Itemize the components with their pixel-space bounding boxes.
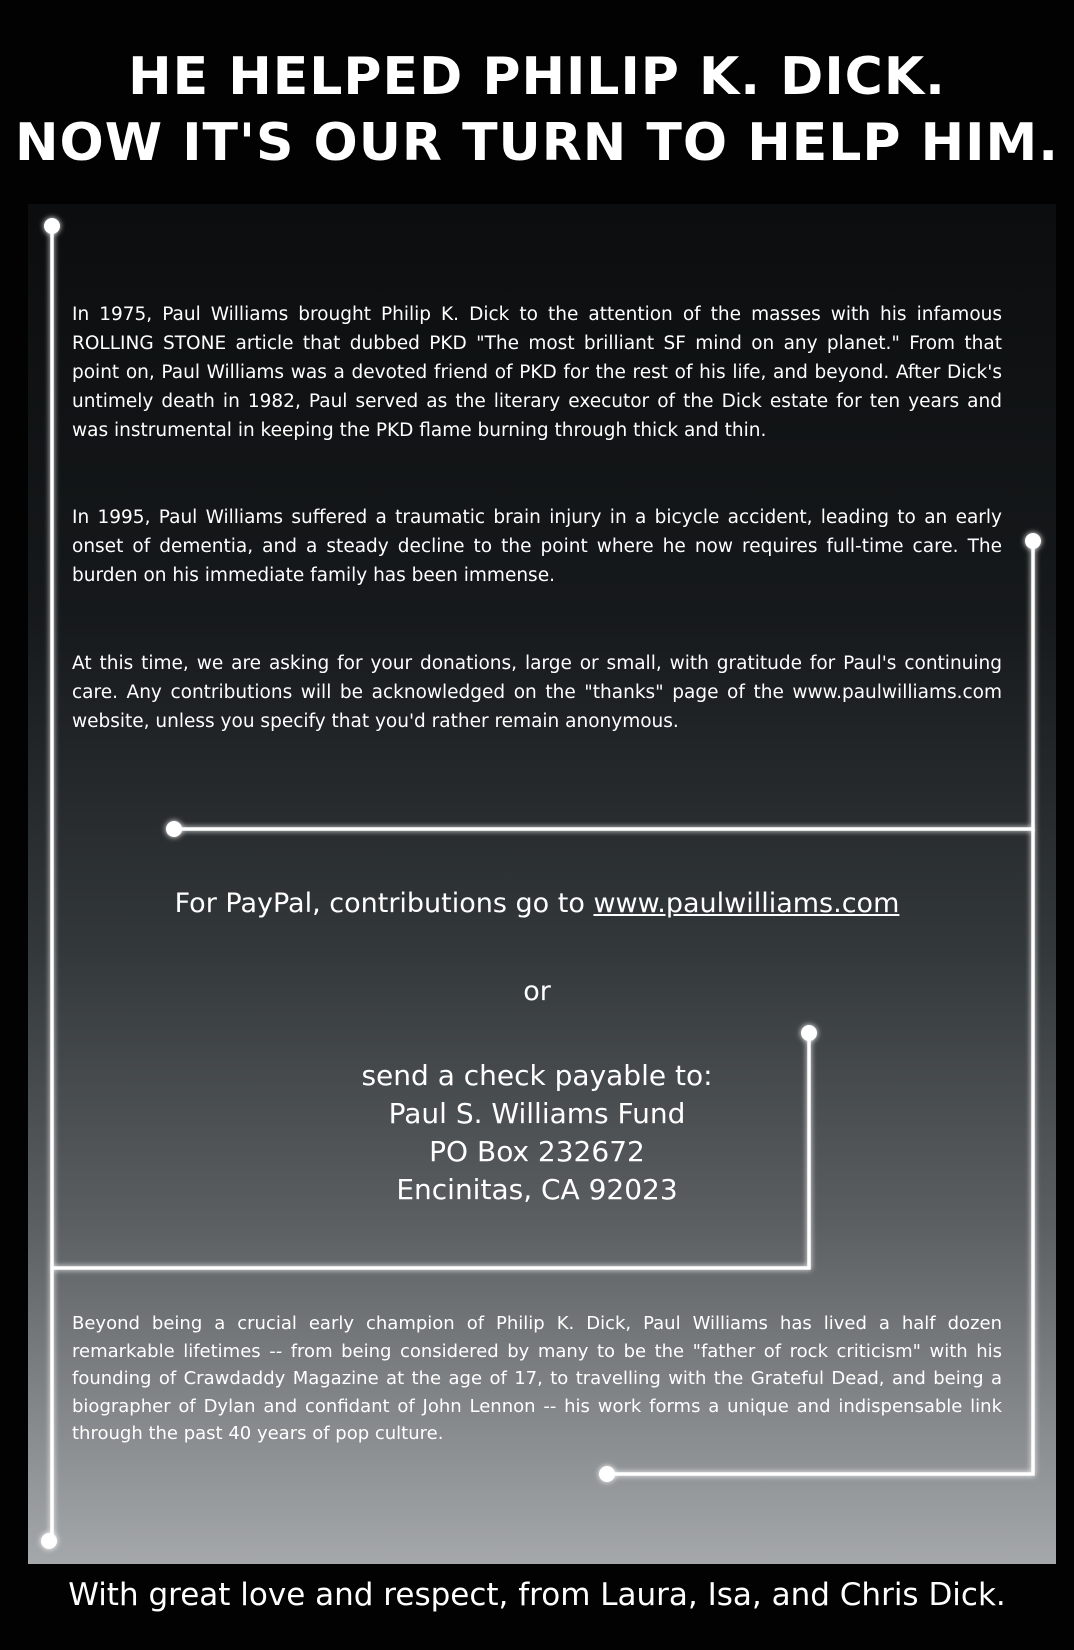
circuit-node-top-left [44, 218, 60, 234]
circuit-node-bottom-right [599, 1466, 615, 1482]
paypal-link[interactable]: www.paulwilliams.com [593, 888, 900, 919]
headline-line-2: NOW IT'S OUR TURN TO HELP HIM. [15, 113, 1059, 173]
or-separator: or [523, 976, 551, 1007]
check-city: Encinitas, CA 92023 [396, 1173, 678, 1206]
intro-paragraph: In 1975, Paul Williams brought Philip K. Dick to the attention of the masses with his infamous ROLLING STONE article that dubbed PKD "The most brilliant SF mind on any planet." From that point on, Paul Williams was a devoted friend of PKD for the rest of his life, and beyond. After Dick's untimely death in 1982, Paul served as the literary executor of the Dick estate for ten years and was instrumental in keeping the PKD flame burning through thick and thin. [72, 304, 1002, 441]
footer-signoff: With great love and respect, from Laura, Isa, and Chris Dick. [68, 1577, 1006, 1613]
headline-line-1: HE HELPED PHILIP K. DICK. [128, 47, 946, 107]
circuit-node-address [801, 1025, 817, 1041]
paypal-prefix: For PayPal, contributions go to [174, 888, 594, 919]
circuit-node-mid [166, 821, 182, 837]
circuit-node-right [1025, 533, 1041, 549]
check-address [0, 1057, 1074, 1209]
circuit-node-bottom-left [41, 1533, 57, 1549]
check-payee: Paul S. Williams Fund [388, 1097, 686, 1130]
legacy-paragraph: Beyond being a crucial early champion of Philip K. Dick, Paul Williams has lived a half dozen remarkable lifetimes -- from being considered by many to be the "father of rock criticism" with his founding of Crawdaddy Magazine at the age of 17, to travelling with the Grateful Dead, and being a biographer of Dylan and confidant of John Lennon -- his work forms a unique and indispensable link through the past 40 years of pop culture. [72, 1313, 1002, 1444]
paypal-line [0, 884, 1074, 924]
injury-paragraph: In 1995, Paul Williams suffered a traumatic brain injury in a bicycle accident, leading to an early onset of dementia, and a steady decline to the point where he now requires full-time care. The burden on his immediate family has been immense. [72, 507, 1002, 586]
check-po-box: PO Box 232672 [429, 1135, 645, 1168]
donation-request-paragraph: At this time, we are asking for your donations, large or small, with gratitude for Paul's continuing care. Any contributions will be acknowledged on the "thanks" page of the www.paulwilliams.com website, unless you specify that you'd rather remain anonymous. [72, 653, 1002, 732]
check-intro: send a check payable to: [361, 1059, 713, 1092]
